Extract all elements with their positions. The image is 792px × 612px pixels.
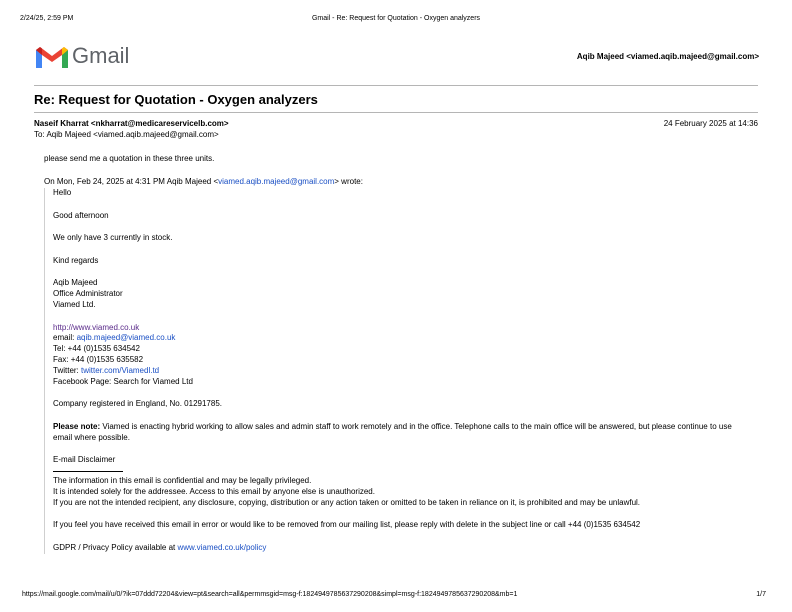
- recipient: To: Aqib Majeed <viamed.aqib.majeed@gmail.com>: [34, 130, 219, 139]
- header-divider: [34, 85, 758, 86]
- please-note-label: Please note:: [53, 421, 101, 431]
- quote-stock-note: We only have 3 currently in stock.: [53, 233, 173, 243]
- please-note-text: Viamed is enacting hybrid working to allow sales and admin staff to work remotely and in the office. Telephone calls to the main office will be answered, but please continue to use email where possible.: [53, 421, 732, 442]
- signature-email-link[interactable]: aqib.majeed@viamed.co.uk: [76, 333, 176, 343]
- disclaimer-line-3: If you are not the intended recipient, any disclosure, copying, distribution or any action taken or omitted to be taken in reliance on it, is prohibited and may be unlawful.: [53, 497, 641, 507]
- website-link[interactable]: http://www.viamed.co.uk: [53, 322, 140, 332]
- sender: Naseif Kharrat <nkharrat@medicareservicelb.com>: [34, 119, 229, 128]
- quote-attribution-suffix: > wrote:: [334, 177, 363, 186]
- disclaimer-line-2: It is intended solely for the addressee. Access to this email by anyone else is unauthorized.: [53, 486, 375, 496]
- signature-fax: Fax: +44 (0)1535 635582: [53, 354, 144, 364]
- message-date: 24 February 2025 at 14:36: [663, 119, 758, 128]
- signature-name: Aqib Majeed: [53, 278, 98, 288]
- gdpr-line: [53, 543, 765, 554]
- quote-attribution: [44, 177, 363, 187]
- signature-email-line: [53, 333, 765, 344]
- gmail-logo-icon: [34, 44, 70, 70]
- email-subject: Re: Request for Quotation - Oxygen analyzers: [34, 92, 318, 107]
- disclaimer-line-1: The information in this email is confidential and may be legally privileged.: [53, 475, 312, 485]
- disclaimer-line-4: If you feel you have received this email in error or would like to be removed from our mailing list, please reply with delete in the subject line or call +44 (0)1535 634542: [53, 520, 641, 530]
- print-date: 2/24/25, 2:59 PM: [20, 15, 74, 22]
- message-body: please send me a quotation in these three units.: [44, 154, 215, 163]
- print-page-number: 1/7: [756, 591, 766, 598]
- hybrid-working-notice: [53, 422, 743, 444]
- twitter-link[interactable]: twitter.com/Viamedl.td: [81, 365, 160, 375]
- signature-company: Viamed Ltd.: [53, 299, 96, 309]
- signature-facebook: Facebook Page: Search for Viamed Ltd: [53, 376, 193, 386]
- print-title: Gmail - Re: Request for Quotation - Oxygen analyzers: [311, 15, 481, 22]
- quote-sign-off: Kind regards: [53, 255, 99, 265]
- gmail-logo-text: Gmail: [72, 43, 130, 68]
- disclaimer-title: E-mail Disclaimer: [53, 455, 116, 465]
- signature-role: Office Administrator: [53, 289, 123, 299]
- account-name: Aqib Majeed <viamed.aqib.majeed@gmail.com>: [576, 52, 759, 61]
- email-label: email:: [53, 333, 77, 343]
- quote-greeting: Hello: [53, 188, 72, 197]
- print-footer-url: https://mail.google.com/mail/u/0/?ik=07ddd72204&view=pt&search=all&permmsgid=msg-f:1824949785637290208&simpl=msg-f:1824949785637290208&mb=1: [22, 591, 518, 598]
- disclaimer-divider: [53, 471, 123, 472]
- quote-sender-email-link[interactable]: viamed.aqib.majeed@gmail.com: [218, 177, 335, 186]
- quote-attribution-prefix: On Mon, Feb 24, 2025 at 4:31 PM Aqib Majeed <: [44, 177, 219, 186]
- subject-divider: [34, 112, 758, 113]
- signature-twitter-line: [53, 366, 765, 377]
- gdpr-label: GDPR / Privacy Policy available at: [53, 542, 178, 552]
- quoted-message: [44, 188, 765, 554]
- signature-tel: Tel: +44 (0)1535 634542: [53, 344, 140, 354]
- company-registration: Company registered in England, No. 01291785.: [53, 399, 222, 409]
- gdpr-link[interactable]: www.viamed.co.uk/policy: [177, 542, 267, 552]
- quote-salutation: Good afternoon: [53, 210, 109, 220]
- twitter-label: Twitter:: [53, 365, 82, 375]
